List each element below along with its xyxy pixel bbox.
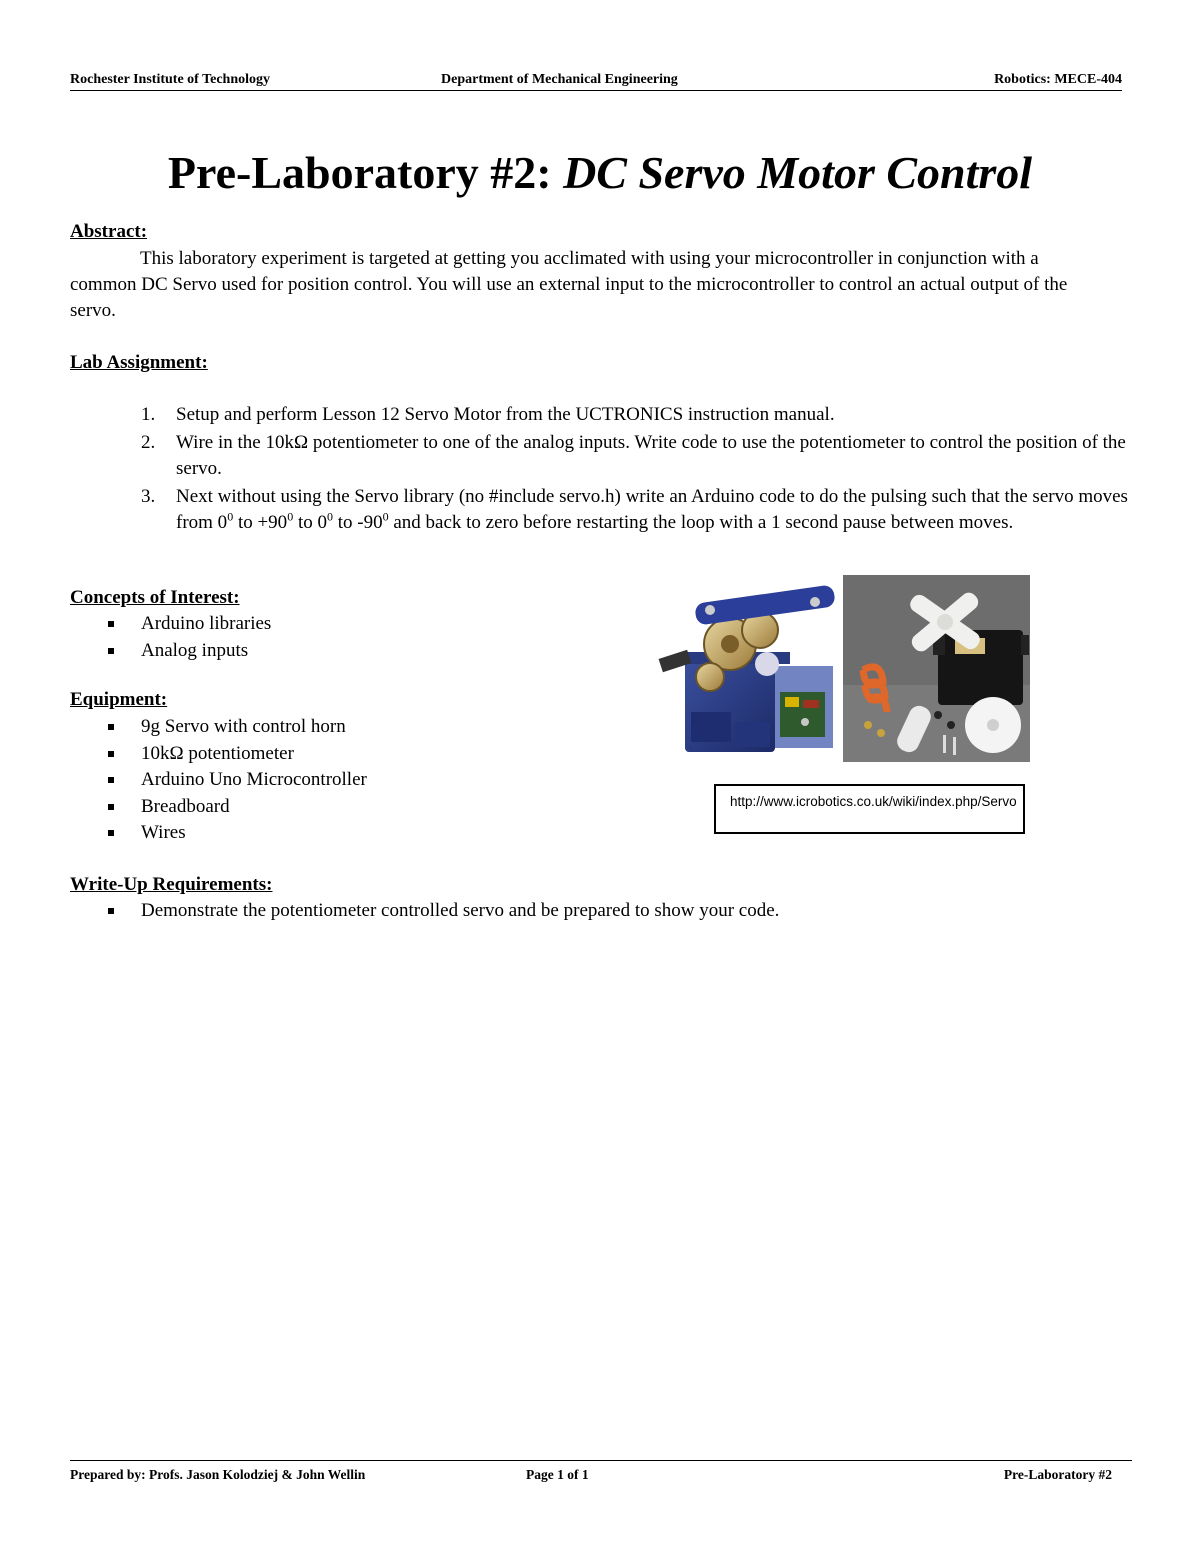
bullet-icon — [108, 777, 114, 783]
abstract-text: This laboratory experiment is targeted at getting you acclimated with using your microcontroller in conjunction with a common DC Servo used for position control. You will use an external input to the microcontroller to control an actual output of the servo. — [70, 248, 1068, 321]
bullet-icon — [108, 751, 114, 757]
header-institution: Rochester Institute of Technology — [70, 72, 271, 87]
bullet-icon — [108, 724, 114, 730]
servo-cutaway-image — [655, 582, 840, 758]
bullet-icon — [108, 621, 114, 627]
list-item — [70, 820, 367, 847]
item-number: 1. — [141, 404, 156, 425]
degree-superscript: 0 — [287, 509, 294, 524]
item-text: Arduino Uno Microcontroller — [141, 769, 367, 790]
lab-assignment-heading: Lab Assignment: — [70, 352, 208, 373]
item-text: Arduino libraries — [141, 613, 272, 634]
image-caption: http://www.icrobotics.co.uk/wiki/index.php/Servo — [714, 784, 1025, 834]
footer-page-number: Page 1 of 1 — [526, 1467, 589, 1482]
lab-assignment-list — [70, 402, 1130, 538]
bullet-icon — [108, 908, 114, 914]
degree-superscript: 0 — [326, 509, 333, 524]
item-number: 2. — [141, 431, 156, 453]
bullet-icon — [108, 648, 114, 654]
header-department: Department of Mechanical Engineering — [441, 72, 678, 87]
degree-superscript: 0 — [382, 509, 389, 524]
text-part: to 0 — [293, 512, 327, 533]
servo-kit-image — [843, 575, 1030, 762]
list-item — [70, 767, 367, 794]
item-number: 3. — [141, 485, 156, 507]
item-text: 10kΩ potentiometer — [141, 742, 294, 764]
item-text: Wire in the 10kΩ potentiometer to one of the analog inputs. Write code to use the potentiometer to control the position of the servo. — [176, 431, 1126, 479]
text-part: Next without using the Servo library (no #include servo.h) write an Arduino code to do the pulsing such that the servo moves from 0 — [176, 485, 1128, 533]
text-part: and back to zero before restarting the loop with a 1 second pause between moves. — [388, 512, 1014, 533]
list-item — [70, 484, 1130, 537]
item-text: Analog inputs — [141, 639, 249, 661]
footer-authors: Prepared by: Profs. Jason Kolodziej & John Wellin — [70, 1467, 366, 1482]
header-course: Robotics: MECE-404 — [994, 72, 1122, 87]
list-item — [70, 714, 367, 741]
title-topic: DC Servo Motor Control — [563, 147, 1033, 198]
page-footer — [70, 1460, 1132, 1487]
list-item — [70, 638, 271, 665]
list-item — [70, 611, 271, 638]
footer-document-id: Pre-Laboratory #2 — [1003, 1467, 1112, 1482]
list-item — [70, 402, 1130, 429]
item-text — [176, 486, 1128, 534]
concepts-list — [70, 611, 271, 664]
text-part: to +90 — [233, 512, 288, 533]
degree-superscript: 0 — [227, 509, 234, 524]
writeup-list — [70, 898, 779, 925]
equipment-list — [70, 714, 367, 847]
abstract-heading: Abstract: — [70, 221, 148, 242]
title-prefix: Pre-Laboratory #2: — [167, 147, 564, 198]
writeup-heading: Write-Up Requirements: — [70, 874, 273, 895]
list-item — [70, 741, 367, 768]
bullet-icon — [108, 804, 114, 810]
list-item — [70, 430, 1130, 483]
concepts-heading: Concepts of Interest: — [70, 587, 240, 608]
page-header — [70, 70, 1122, 91]
item-text: Setup and perform Lesson 12 Servo Motor from the UCTRONICS instruction manual. — [176, 404, 835, 425]
item-text: Breadboard — [141, 795, 230, 817]
abstract-paragraph — [70, 246, 1070, 324]
list-item — [70, 898, 779, 925]
item-text: 9g Servo with control horn — [141, 716, 346, 737]
bullet-icon — [108, 830, 114, 836]
page-title — [0, 146, 1200, 199]
text-part: to -90 — [332, 512, 383, 533]
list-item — [70, 794, 367, 821]
item-text: Demonstrate the potentiometer controlled servo and be prepared to show your code. — [141, 900, 780, 921]
equipment-heading: Equipment: — [70, 689, 168, 710]
item-text: Wires — [141, 822, 186, 843]
